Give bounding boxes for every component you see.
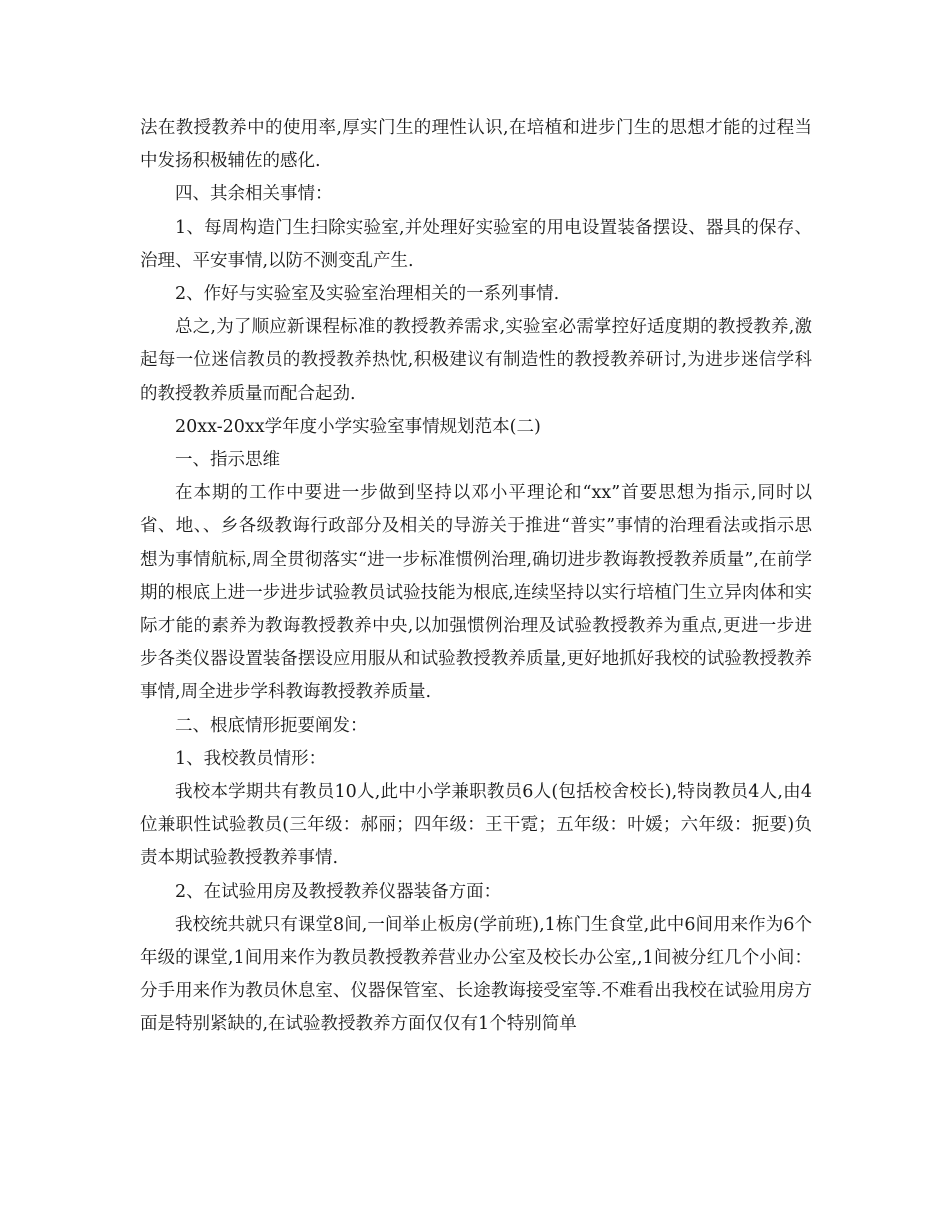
document-body [140,112,812,1042]
teachers-paragraph: 我校本学期共有教员10人,此中小学兼职教员6人(包括校舍校长),特岗教员4人,由4位兼职性试验教员(三年级：郝丽；四年级：王干霓；五年级：叶媛；六年级：扼要)负责本期试验教授教养事情. [140,782,812,869]
paragraph-continuation: 法在教授教养中的使用率,厚实门生的理性认识,在培植和进步门生的思想才能的过程当中发扬积极辅佐的感化. [140,118,812,172]
subsection-heading-facilities: 2、在试验用房及教授教养仪器装备方面： [175,881,502,902]
document-subtitle: 20xx-20xx学年度小学实验室事情规划范本(二) [175,416,541,437]
facilities-paragraph: 我校统共就只有课堂8间,一间举止板房(学前班),1栋门生食堂,此中6间用来作为6个年级的课堂,1间用来作为教员教授教养营业办公室及校长办公室,,1间被分红几个小间：分手用来作为教员休息室、仪器保管室、长途教诲接受室等.不难看出我校在试验用房方面是特别紧缺的,在试验教授教养方面仅仅有1个特别简单 [140,914,812,1035]
list-item-1: 1、每周构造门生扫除实验室,并处理好实验室的用电设置装备摆设、器具的保存、治理、平安事情,以防不测变乱产生. [140,217,812,271]
list-item-2: 2、作好与实验室及实验室治理相关的一系列事情. [175,284,560,305]
guiding-ideology-paragraph: 在本期的工作中要进一步做到坚持以邓小平理论和“xx”首要思想为指示,同时以省、地、、乡各级教诲行政部分及相关的导游关于推进“普实”事情的治理看法或指示思想为事情航标,周全贯彻落实“进一步标准惯例治理,确切进步教诲教授教养质量”,在前学期的根底上进一步进步试验教员试验技能为根底,连续坚持以实行培植门生立异肉体和实际才能的素养为教诲教授教养中央,以加强惯例治理及试验教授教养为重点,更进一步进步各类仪器设置装备摆设应用服从和试验教授教养质量,更好地抓好我校的试验教授教养事情,周全进步学科教诲教授教养质量. [140,483,812,703]
subsection-heading-teachers: 1、我校教员情形： [175,748,327,769]
section-heading-one: 一、指示思维 [175,450,280,471]
section-heading-two: 二、根底情形扼要阐发： [175,715,368,736]
section-heading-four: 四、其余相关事情： [175,184,333,205]
summary-paragraph: 总之,为了顺应新课程标准的教授教养需求,实验室必需掌控好适度期的教授教养,激起每一位迷信教员的教授教养热忱,积极建议有制造性的教授教养研讨,为进步迷信学科的教授教养质量而配合起劲. [140,317,812,404]
